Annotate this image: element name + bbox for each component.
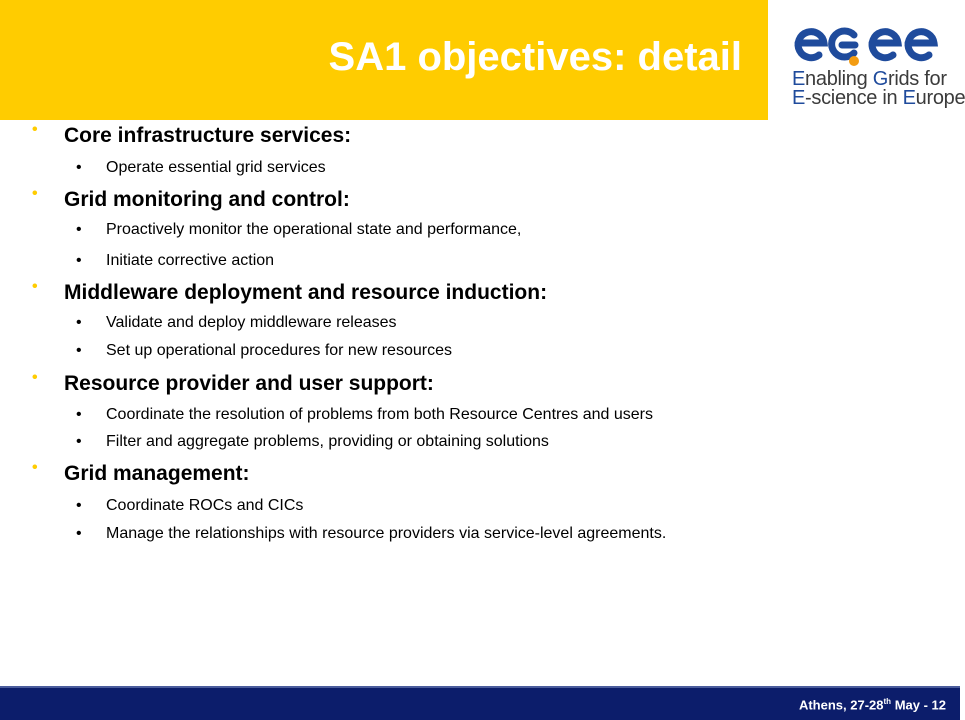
- egee-logo: [768, 0, 965, 120]
- bullet-icon: •: [32, 369, 38, 386]
- bullet-icon: •: [76, 252, 82, 269]
- bullet-icon: •: [76, 314, 82, 331]
- bullet-icon: •: [76, 342, 82, 359]
- bullet-icon: •: [76, 497, 82, 514]
- logo-tagline-2: E-science in Europe: [792, 87, 965, 109]
- bullet-icon: •: [32, 185, 38, 202]
- bullet-icon: •: [76, 525, 82, 542]
- footer-bar: [0, 686, 960, 720]
- footer-text: Athens, 27-28th May - 12: [798, 697, 946, 713]
- slide-title: SA1 objectives: detail: [328, 35, 742, 79]
- bullet-icon: •: [32, 278, 38, 295]
- title-bar: [0, 0, 768, 120]
- bullet-icon: •: [32, 121, 38, 138]
- logo-tagline-1: Enabling Grids for: [792, 68, 947, 90]
- bullet-icon: •: [32, 459, 38, 476]
- bullet-icon: •: [76, 221, 82, 238]
- egee-wordmark-icon: [792, 25, 942, 69]
- bullet-icon: •: [76, 433, 82, 450]
- bullet-icon: •: [76, 159, 82, 176]
- bullet-icon: •: [76, 406, 82, 423]
